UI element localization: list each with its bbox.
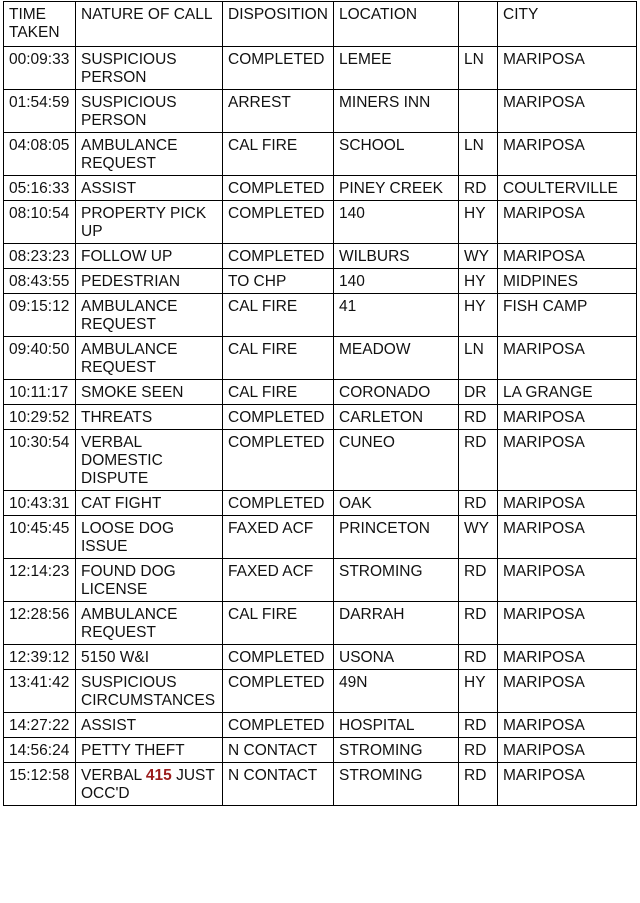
cell-disposition: COMPLETED	[223, 430, 334, 491]
cell-time-taken: 12:39:12	[4, 645, 76, 670]
cell-time-taken: 14:27:22	[4, 713, 76, 738]
cell-street-type: LN	[459, 133, 498, 176]
table-row	[4, 645, 637, 670]
cell-location: STROMING	[334, 763, 459, 806]
cell-time-taken: 09:40:50	[4, 337, 76, 380]
cell-city: MARIPOSA	[498, 244, 637, 269]
cell-nature-of-call: SMOKE SEEN	[76, 380, 223, 405]
table-row	[4, 201, 637, 244]
cell-street-type	[459, 90, 498, 133]
table-header	[4, 2, 637, 47]
cell-city: MARIPOSA	[498, 47, 637, 90]
cell-nature-of-call: PEDESTRIAN	[76, 269, 223, 294]
cell-nature-of-call	[76, 763, 223, 806]
cell-city: MARIPOSA	[498, 645, 637, 670]
table-row	[4, 559, 637, 602]
cell-location: STROMING	[334, 559, 459, 602]
table-row	[4, 380, 637, 405]
cell-disposition: COMPLETED	[223, 645, 334, 670]
cell-city: MARIPOSA	[498, 133, 637, 176]
cell-nature-of-call: SUSPICIOUS PERSON	[76, 47, 223, 90]
cell-city: MARIPOSA	[498, 90, 637, 133]
cell-disposition: COMPLETED	[223, 491, 334, 516]
cell-city: MARIPOSA	[498, 713, 637, 738]
cell-nature-of-call: THREATS	[76, 405, 223, 430]
cell-location: OAK	[334, 491, 459, 516]
cell-disposition: COMPLETED	[223, 176, 334, 201]
table-body	[4, 47, 637, 806]
cell-nature-of-call: FOLLOW UP	[76, 244, 223, 269]
table-row	[4, 430, 637, 491]
cell-location: 49N	[334, 670, 459, 713]
cell-time-taken: 10:45:45	[4, 516, 76, 559]
cell-location: STROMING	[334, 738, 459, 763]
cell-street-type: RD	[459, 176, 498, 201]
cell-nature-of-call: 5150 W&I	[76, 645, 223, 670]
cell-nature-of-call: AMBULANCE REQUEST	[76, 602, 223, 645]
cell-time-taken: 08:23:23	[4, 244, 76, 269]
cell-street-type: HY	[459, 670, 498, 713]
cell-time-taken: 12:28:56	[4, 602, 76, 645]
cell-disposition: CAL FIRE	[223, 337, 334, 380]
cell-city: MARIPOSA	[498, 559, 637, 602]
cell-time-taken: 08:10:54	[4, 201, 76, 244]
cell-street-type: RD	[459, 602, 498, 645]
table-row	[4, 176, 637, 201]
header-time-taken: TIME TAKEN	[4, 2, 76, 47]
cell-nature-of-call: ASSIST	[76, 713, 223, 738]
cell-street-type: RD	[459, 559, 498, 602]
cell-nature-of-call: SUSPICIOUS PERSON	[76, 90, 223, 133]
header-location: LOCATION	[334, 2, 459, 47]
cell-nature-of-call: VERBAL DOMESTIC DISPUTE	[76, 430, 223, 491]
table-row	[4, 670, 637, 713]
cell-city: MARIPOSA	[498, 602, 637, 645]
cell-city: MARIPOSA	[498, 516, 637, 559]
table-row	[4, 244, 637, 269]
cell-location: 41	[334, 294, 459, 337]
cell-time-taken: 10:30:54	[4, 430, 76, 491]
cell-time-taken: 10:43:31	[4, 491, 76, 516]
cell-disposition: N CONTACT	[223, 738, 334, 763]
cell-time-taken: 10:11:17	[4, 380, 76, 405]
cell-street-type: RD	[459, 645, 498, 670]
cell-disposition: ARREST	[223, 90, 334, 133]
table-row	[4, 405, 637, 430]
cell-disposition: COMPLETED	[223, 47, 334, 90]
cell-location: WILBURS	[334, 244, 459, 269]
call-log-table	[3, 1, 637, 806]
cell-location: DARRAH	[334, 602, 459, 645]
cell-nature-of-call: AMBULANCE REQUEST	[76, 337, 223, 380]
cell-time-taken: 13:41:42	[4, 670, 76, 713]
cell-street-type: WY	[459, 244, 498, 269]
cell-city: LA GRANGE	[498, 380, 637, 405]
cell-disposition: COMPLETED	[223, 670, 334, 713]
cell-street-type: RD	[459, 763, 498, 806]
cell-nature-of-call: ASSIST	[76, 176, 223, 201]
nature-text-after: JUST OCC'D	[81, 767, 215, 802]
cell-city: MARIPOSA	[498, 763, 637, 806]
cell-location: CORONADO	[334, 380, 459, 405]
cell-time-taken: 14:56:24	[4, 738, 76, 763]
header-row	[4, 2, 637, 47]
cell-disposition: FAXED ACF	[223, 516, 334, 559]
cell-nature-of-call: LOOSE DOG ISSUE	[76, 516, 223, 559]
table-row	[4, 491, 637, 516]
cell-city: MARIPOSA	[498, 738, 637, 763]
table-row	[4, 713, 637, 738]
cell-city: MARIPOSA	[498, 405, 637, 430]
cell-disposition: CAL FIRE	[223, 294, 334, 337]
table-row	[4, 47, 637, 90]
cell-city: MARIPOSA	[498, 430, 637, 491]
cell-disposition: TO CHP	[223, 269, 334, 294]
cell-disposition: COMPLETED	[223, 713, 334, 738]
cell-street-type: HY	[459, 294, 498, 337]
cell-city: MARIPOSA	[498, 491, 637, 516]
cell-nature-of-call: CAT FIGHT	[76, 491, 223, 516]
cell-city: COULTERVILLE	[498, 176, 637, 201]
cell-street-type: HY	[459, 269, 498, 294]
cell-street-type: WY	[459, 516, 498, 559]
cell-city: FISH CAMP	[498, 294, 637, 337]
header-nature-of-call: NATURE OF CALL	[76, 2, 223, 47]
cell-nature-of-call: PROPERTY PICK UP	[76, 201, 223, 244]
cell-disposition: FAXED ACF	[223, 559, 334, 602]
cell-location: MEADOW	[334, 337, 459, 380]
table-row	[4, 337, 637, 380]
cell-location: PINEY CREEK	[334, 176, 459, 201]
header-disposition: DISPOSITION	[223, 2, 334, 47]
cell-disposition: N CONTACT	[223, 763, 334, 806]
cell-nature-of-call: FOUND DOG LICENSE	[76, 559, 223, 602]
cell-city: MARIPOSA	[498, 670, 637, 713]
header-street-type	[459, 2, 498, 47]
cell-nature-of-call: PETTY THEFT	[76, 738, 223, 763]
cell-street-type: HY	[459, 201, 498, 244]
cell-disposition: CAL FIRE	[223, 602, 334, 645]
cell-location: MINERS INN	[334, 90, 459, 133]
cell-location: 140	[334, 269, 459, 294]
table-row	[4, 90, 637, 133]
cell-street-type: RD	[459, 491, 498, 516]
cell-disposition: COMPLETED	[223, 405, 334, 430]
cell-time-taken: 10:29:52	[4, 405, 76, 430]
cell-location: HOSPITAL	[334, 713, 459, 738]
cell-nature-of-call: AMBULANCE REQUEST	[76, 294, 223, 337]
cell-city: MARIPOSA	[498, 337, 637, 380]
header-city: CITY	[498, 2, 637, 47]
cell-time-taken: 04:08:05	[4, 133, 76, 176]
cell-nature-of-call: AMBULANCE REQUEST	[76, 133, 223, 176]
cell-location: CUNEO	[334, 430, 459, 491]
cell-disposition: COMPLETED	[223, 201, 334, 244]
cell-time-taken: 12:14:23	[4, 559, 76, 602]
table-row	[4, 133, 637, 176]
cell-disposition: CAL FIRE	[223, 133, 334, 176]
table-row	[4, 516, 637, 559]
cell-time-taken: 09:15:12	[4, 294, 76, 337]
cell-time-taken: 01:54:59	[4, 90, 76, 133]
cell-time-taken: 15:12:58	[4, 763, 76, 806]
table-row	[4, 269, 637, 294]
table-row	[4, 602, 637, 645]
cell-time-taken: 08:43:55	[4, 269, 76, 294]
cell-location: LEMEE	[334, 47, 459, 90]
cell-disposition: CAL FIRE	[223, 380, 334, 405]
cell-city: MIDPINES	[498, 269, 637, 294]
cell-street-type: LN	[459, 47, 498, 90]
cell-location: PRINCETON	[334, 516, 459, 559]
nature-highlight-code: 415	[145, 767, 172, 784]
cell-time-taken: 05:16:33	[4, 176, 76, 201]
cell-location: USONA	[334, 645, 459, 670]
cell-nature-of-call: SUSPICIOUS CIRCUMSTANCES	[76, 670, 223, 713]
cell-city: MARIPOSA	[498, 201, 637, 244]
cell-location: SCHOOL	[334, 133, 459, 176]
cell-street-type: RD	[459, 430, 498, 491]
cell-time-taken: 00:09:33	[4, 47, 76, 90]
cell-street-type: LN	[459, 337, 498, 380]
cell-street-type: DR	[459, 380, 498, 405]
cell-location: 140	[334, 201, 459, 244]
cell-disposition: COMPLETED	[223, 244, 334, 269]
table-row	[4, 738, 637, 763]
table-row	[4, 294, 637, 337]
cell-street-type: RD	[459, 713, 498, 738]
nature-text-before: VERBAL	[81, 767, 146, 784]
cell-street-type: RD	[459, 738, 498, 763]
cell-location: CARLETON	[334, 405, 459, 430]
cell-street-type: RD	[459, 405, 498, 430]
table-row	[4, 763, 637, 806]
